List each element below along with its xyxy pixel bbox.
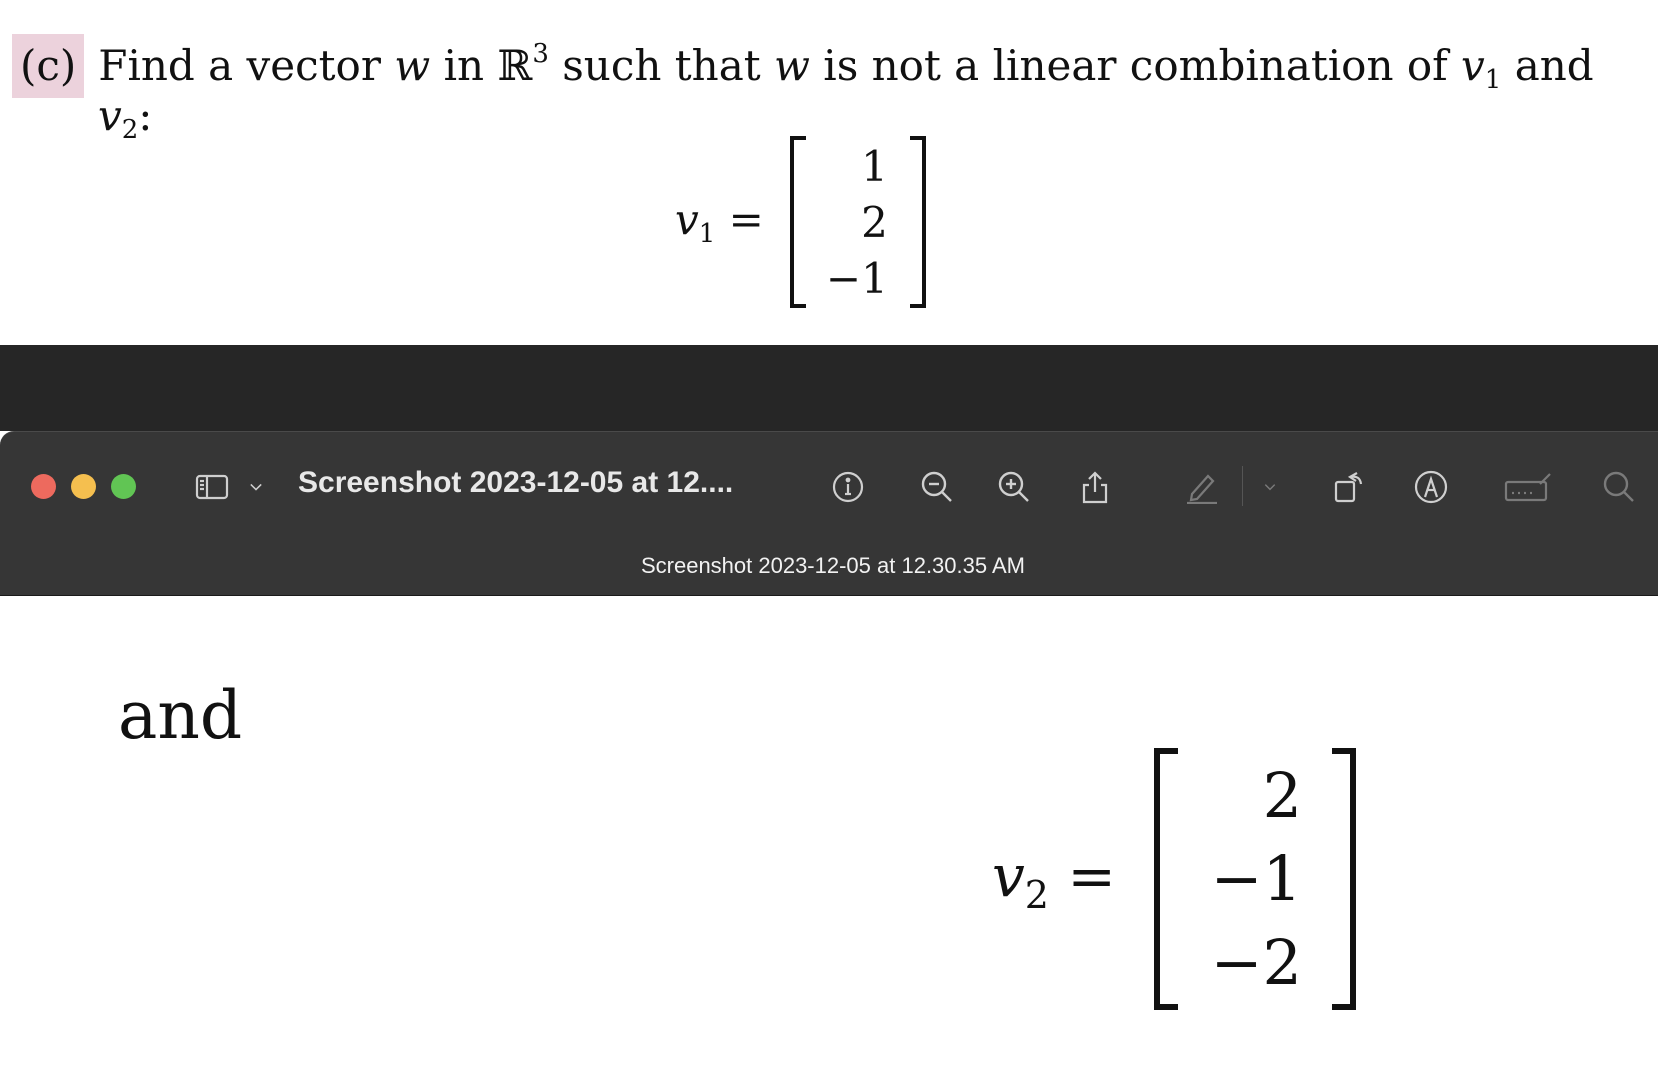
v1-entry-2: 2 bbox=[861, 197, 888, 247]
window-title[interactable]: Screenshot 2023-12-05 at 12.... bbox=[298, 466, 734, 499]
v2-entries bbox=[1211, 754, 1302, 1004]
left-bracket bbox=[790, 136, 806, 308]
v2-equals: = bbox=[1067, 841, 1117, 910]
close-window-button[interactable] bbox=[31, 474, 56, 499]
v2-lhs bbox=[992, 842, 1116, 917]
problem-statement-line-2 bbox=[98, 86, 152, 160]
document-bottom-fragment bbox=[0, 597, 1658, 1070]
chevron-down-icon[interactable] bbox=[238, 468, 274, 506]
v1-symbol: v bbox=[675, 195, 699, 244]
left-bracket bbox=[1154, 748, 1178, 1010]
problem-text-a: Find a vector bbox=[98, 41, 381, 90]
rotate-icon[interactable] bbox=[1330, 468, 1368, 506]
real-space-symbol: ℝ bbox=[497, 41, 533, 90]
var-w-2: w bbox=[773, 41, 810, 90]
vector-v1-equation bbox=[675, 136, 926, 308]
signature-icon[interactable] bbox=[1502, 468, 1554, 506]
document-caption: Screenshot 2023-12-05 at 12.30.35 AM bbox=[640, 553, 1026, 578]
sidebar-icon[interactable] bbox=[193, 468, 231, 506]
problem-text-e: and bbox=[1514, 41, 1594, 90]
var-v2: v bbox=[98, 91, 122, 140]
v1-entry-3: −1 bbox=[825, 253, 888, 303]
colon: : bbox=[138, 91, 153, 140]
vector-v2-equation bbox=[992, 748, 1356, 1010]
var-v2-subscript: 2 bbox=[121, 115, 139, 145]
zoom-in-icon[interactable] bbox=[995, 468, 1033, 506]
v1-entries bbox=[826, 138, 888, 306]
search-icon[interactable] bbox=[1600, 468, 1638, 506]
maximize-window-button[interactable] bbox=[111, 474, 136, 499]
v1-subscript: 1 bbox=[698, 219, 716, 249]
v1-lhs bbox=[675, 195, 764, 249]
v2-entry-2: −1 bbox=[1210, 842, 1303, 916]
var-v1-subscript: 1 bbox=[1484, 65, 1502, 95]
v2-entry-1: 2 bbox=[1262, 759, 1303, 833]
right-bracket bbox=[910, 136, 926, 308]
v2-entry-3: −2 bbox=[1210, 925, 1303, 999]
v2-subscript: 2 bbox=[1024, 872, 1049, 917]
problem-text-b: in bbox=[443, 41, 485, 90]
share-icon[interactable] bbox=[1076, 468, 1114, 506]
var-v1: v bbox=[1461, 41, 1485, 90]
part-label: (c) bbox=[12, 34, 84, 98]
var-w: w bbox=[394, 41, 431, 90]
v1-column-vector bbox=[790, 136, 926, 308]
markup-chevron-down-icon[interactable] bbox=[1252, 468, 1288, 506]
v1-equals: = bbox=[728, 195, 764, 244]
v2-column-vector bbox=[1154, 748, 1356, 1010]
v1-entry-1: 1 bbox=[861, 141, 888, 191]
dark-background-strip bbox=[0, 345, 1658, 431]
markup-pen-icon[interactable] bbox=[1182, 468, 1220, 506]
problem-text-d: is not a linear combination of bbox=[823, 41, 1448, 90]
zoom-out-icon[interactable] bbox=[918, 468, 956, 506]
toolbar-separator bbox=[1242, 466, 1243, 506]
v2-symbol: v bbox=[992, 841, 1025, 910]
markup-icon[interactable] bbox=[1412, 468, 1450, 506]
info-icon[interactable] bbox=[829, 468, 867, 506]
problem-text-c: such that bbox=[562, 41, 761, 90]
and-word: and bbox=[118, 677, 243, 754]
minimize-window-button[interactable] bbox=[71, 474, 96, 499]
right-bracket bbox=[1332, 748, 1356, 1010]
problem-statement-line-1 bbox=[12, 22, 1594, 112]
space-exponent: 3 bbox=[532, 39, 549, 69]
